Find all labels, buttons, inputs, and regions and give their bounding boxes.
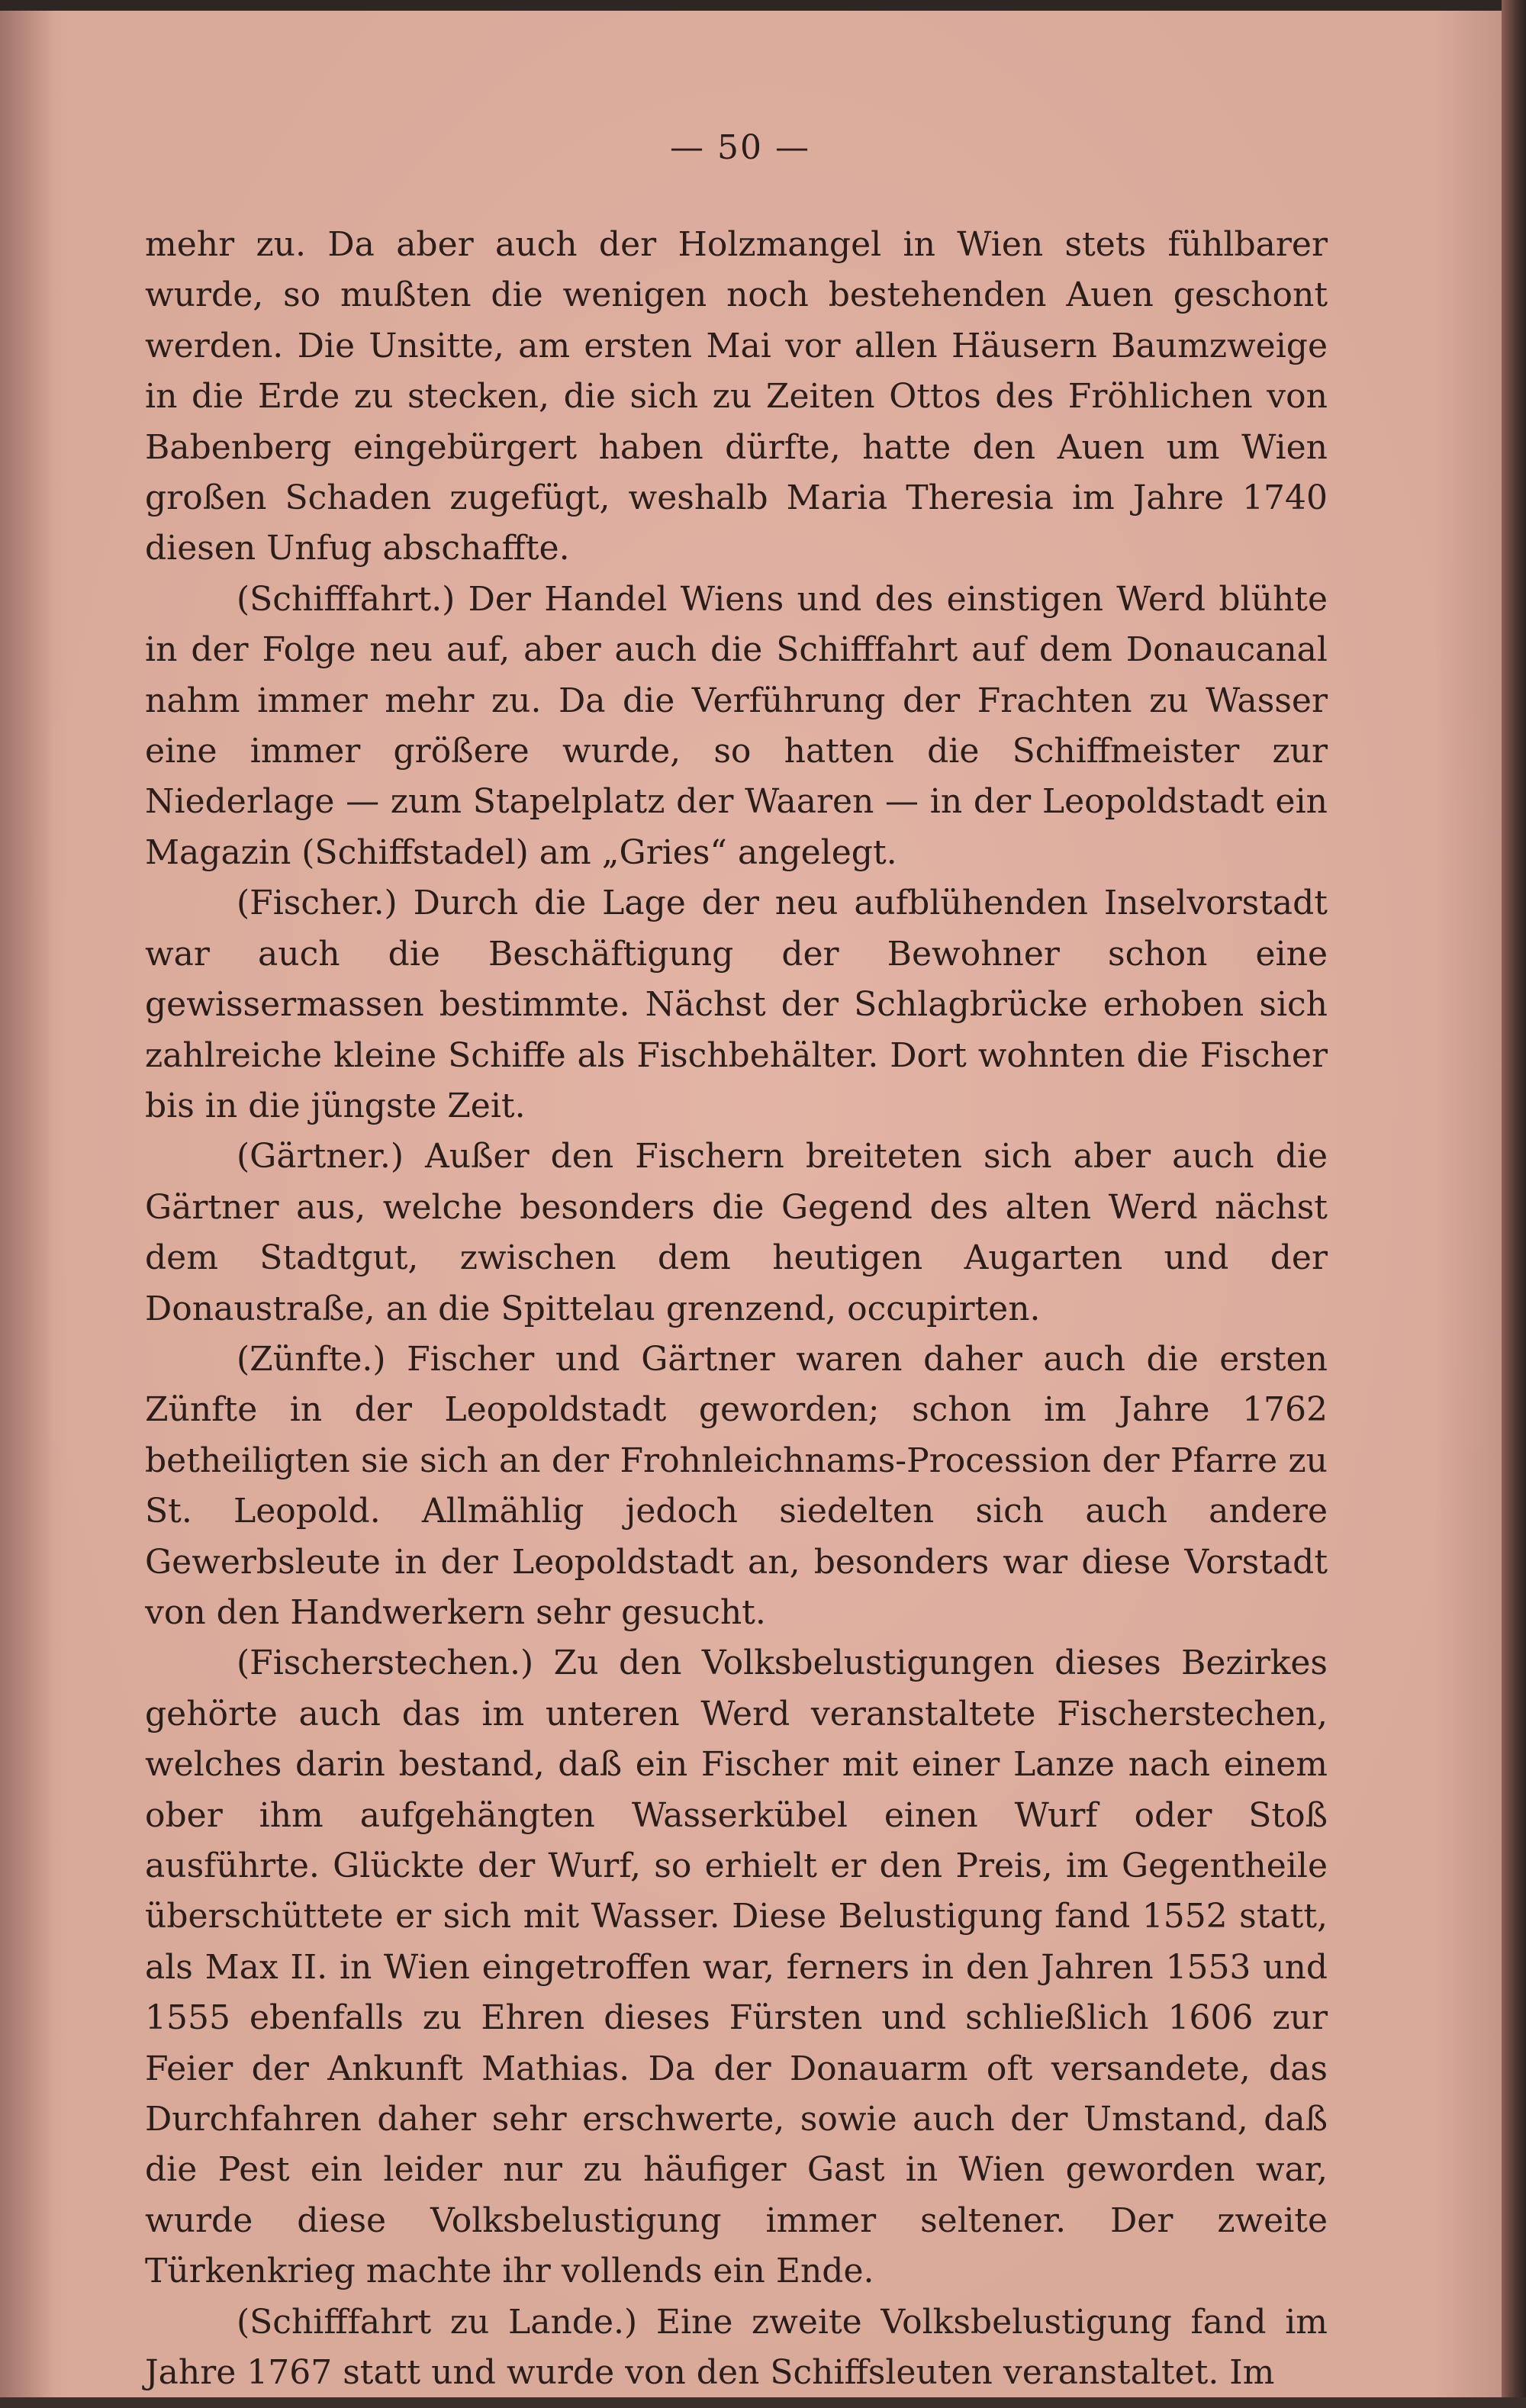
page-bottom-edge: [0, 2397, 1526, 2408]
paragraph-schifffahrt: (Schifffahrt.) Der Handel Wiens und des einstigen Werd blühte in der Folge neu auf, aber auch die Schifffahrt auf dem Donaucanal nahm immer mehr zu. Da die Verführung der Frachten zu Wasser eine immer größere wurde, so hatten die Schiffmeister zur Niederlage — zum Stapelplatz der Waaren — in der Leopoldstadt ein Magazin (Schiffstadel) am „Gries“ angelegt.: [145, 579, 1328, 872]
body-text: [145, 220, 1328, 2398]
paragraph-holzmangel: mehr zu. Da aber auch der Holzmangel in Wien stets fühlbarer wurde, so mußten die wenigen noch bestehenden Auen geschont werden. Die Unsitte, am ersten Mai vor allen Häusern Baumzweige in die Erde zu stecken, die sich zu Zeiten Ottos des Fröhlichen von Babenberg eingebürgert haben dürfte, hatte den Auen um Wien großen Schaden zugefügt, weshalb Maria Theresia im Jahre 1740 diesen Unfug abschaffte.: [145, 225, 1328, 568]
paragraph-gaertner: (Gärtner.) Außer den Fischern breiteten sich aber auch die Gärtner aus, welche besonders die Gegend des alten Werd nächst dem Stadtgut, zwischen dem heutigen Augarten und der Donaustraße, an die Spittelau grenzend, occupirten.: [145, 1137, 1328, 1328]
paragraph-zuenfte: (Zünfte.) Fischer und Gärtner waren daher auch die ersten Zünfte in der Leopoldstadt geworden; schon im Jahre 1762 betheiligten sie sich an der Frohnleichnams-Procession der Pfarre zu St. Leopold. Allmählig jedoch siedelten sich auch andere Gewerbsleute in der Leopoldstadt an, besonders war diese Vorstadt von den Handwerkern sehr gesucht.: [145, 1339, 1328, 1632]
page-number: — 50 —: [670, 128, 810, 167]
paragraph-fischerstechen: (Fischerstechen.) Zu den Volksbelustigungen dieses Bezirkes gehörte auch das im unteren Werd veranstaltete Fischerstechen, welches darin bestand, daß ein Fischer mit einer Lanze nach einem ober ihm aufgehängten Wasserkübel einen Wurf oder Stoß ausführte. Glückte der Wurf, so erhielt er den Preis, im Gegentheile überschüttete er sich mit Wasser. Diese Belustigung fand 1552 statt, als Max II. in Wien eingetroffen war, ferners in den Jahren 1553 und 1555 ebenfalls zu Ehren dieses Fürsten und schließlich 1606 zur Feier der Ankunft Mathias. Da der Donauarm oft versandete, das Durchfahren daher sehr erschwerte, sowie auch der Umstand, daß die Pest ein leider nur zu häufiger Gast in Wien geworden war, wurde diese Volksbelustigung immer seltener. Der zweite Türkenkrieg machte ihr vollends ein Ende.: [145, 1643, 1328, 2291]
paragraph-schifffahrt-zu-lande: (Schifffahrt zu Lande.) Eine zweite Volksbelustigung fand im Jahre 1767 statt und wurde von den Schiffsleuten veranstaltet. Im: [145, 2302, 1328, 2393]
book-binding-edge: [1502, 0, 1526, 2408]
page-top-edge: [0, 0, 1526, 11]
paragraph-fischer: (Fischer.) Durch die Lage der neu aufblühenden Inselvorstadt war auch die Beschäftigung der Bewohner schon eine gewissermassen bestimmte. Nächst der Schlagbrücke erhoben sich zahlreiche kleine Schiffe als Fischbehälter. Dort wohnten die Fischer bis in die jüngste Zeit.: [145, 884, 1328, 1125]
page-gutter-shadow: [0, 11, 53, 2397]
